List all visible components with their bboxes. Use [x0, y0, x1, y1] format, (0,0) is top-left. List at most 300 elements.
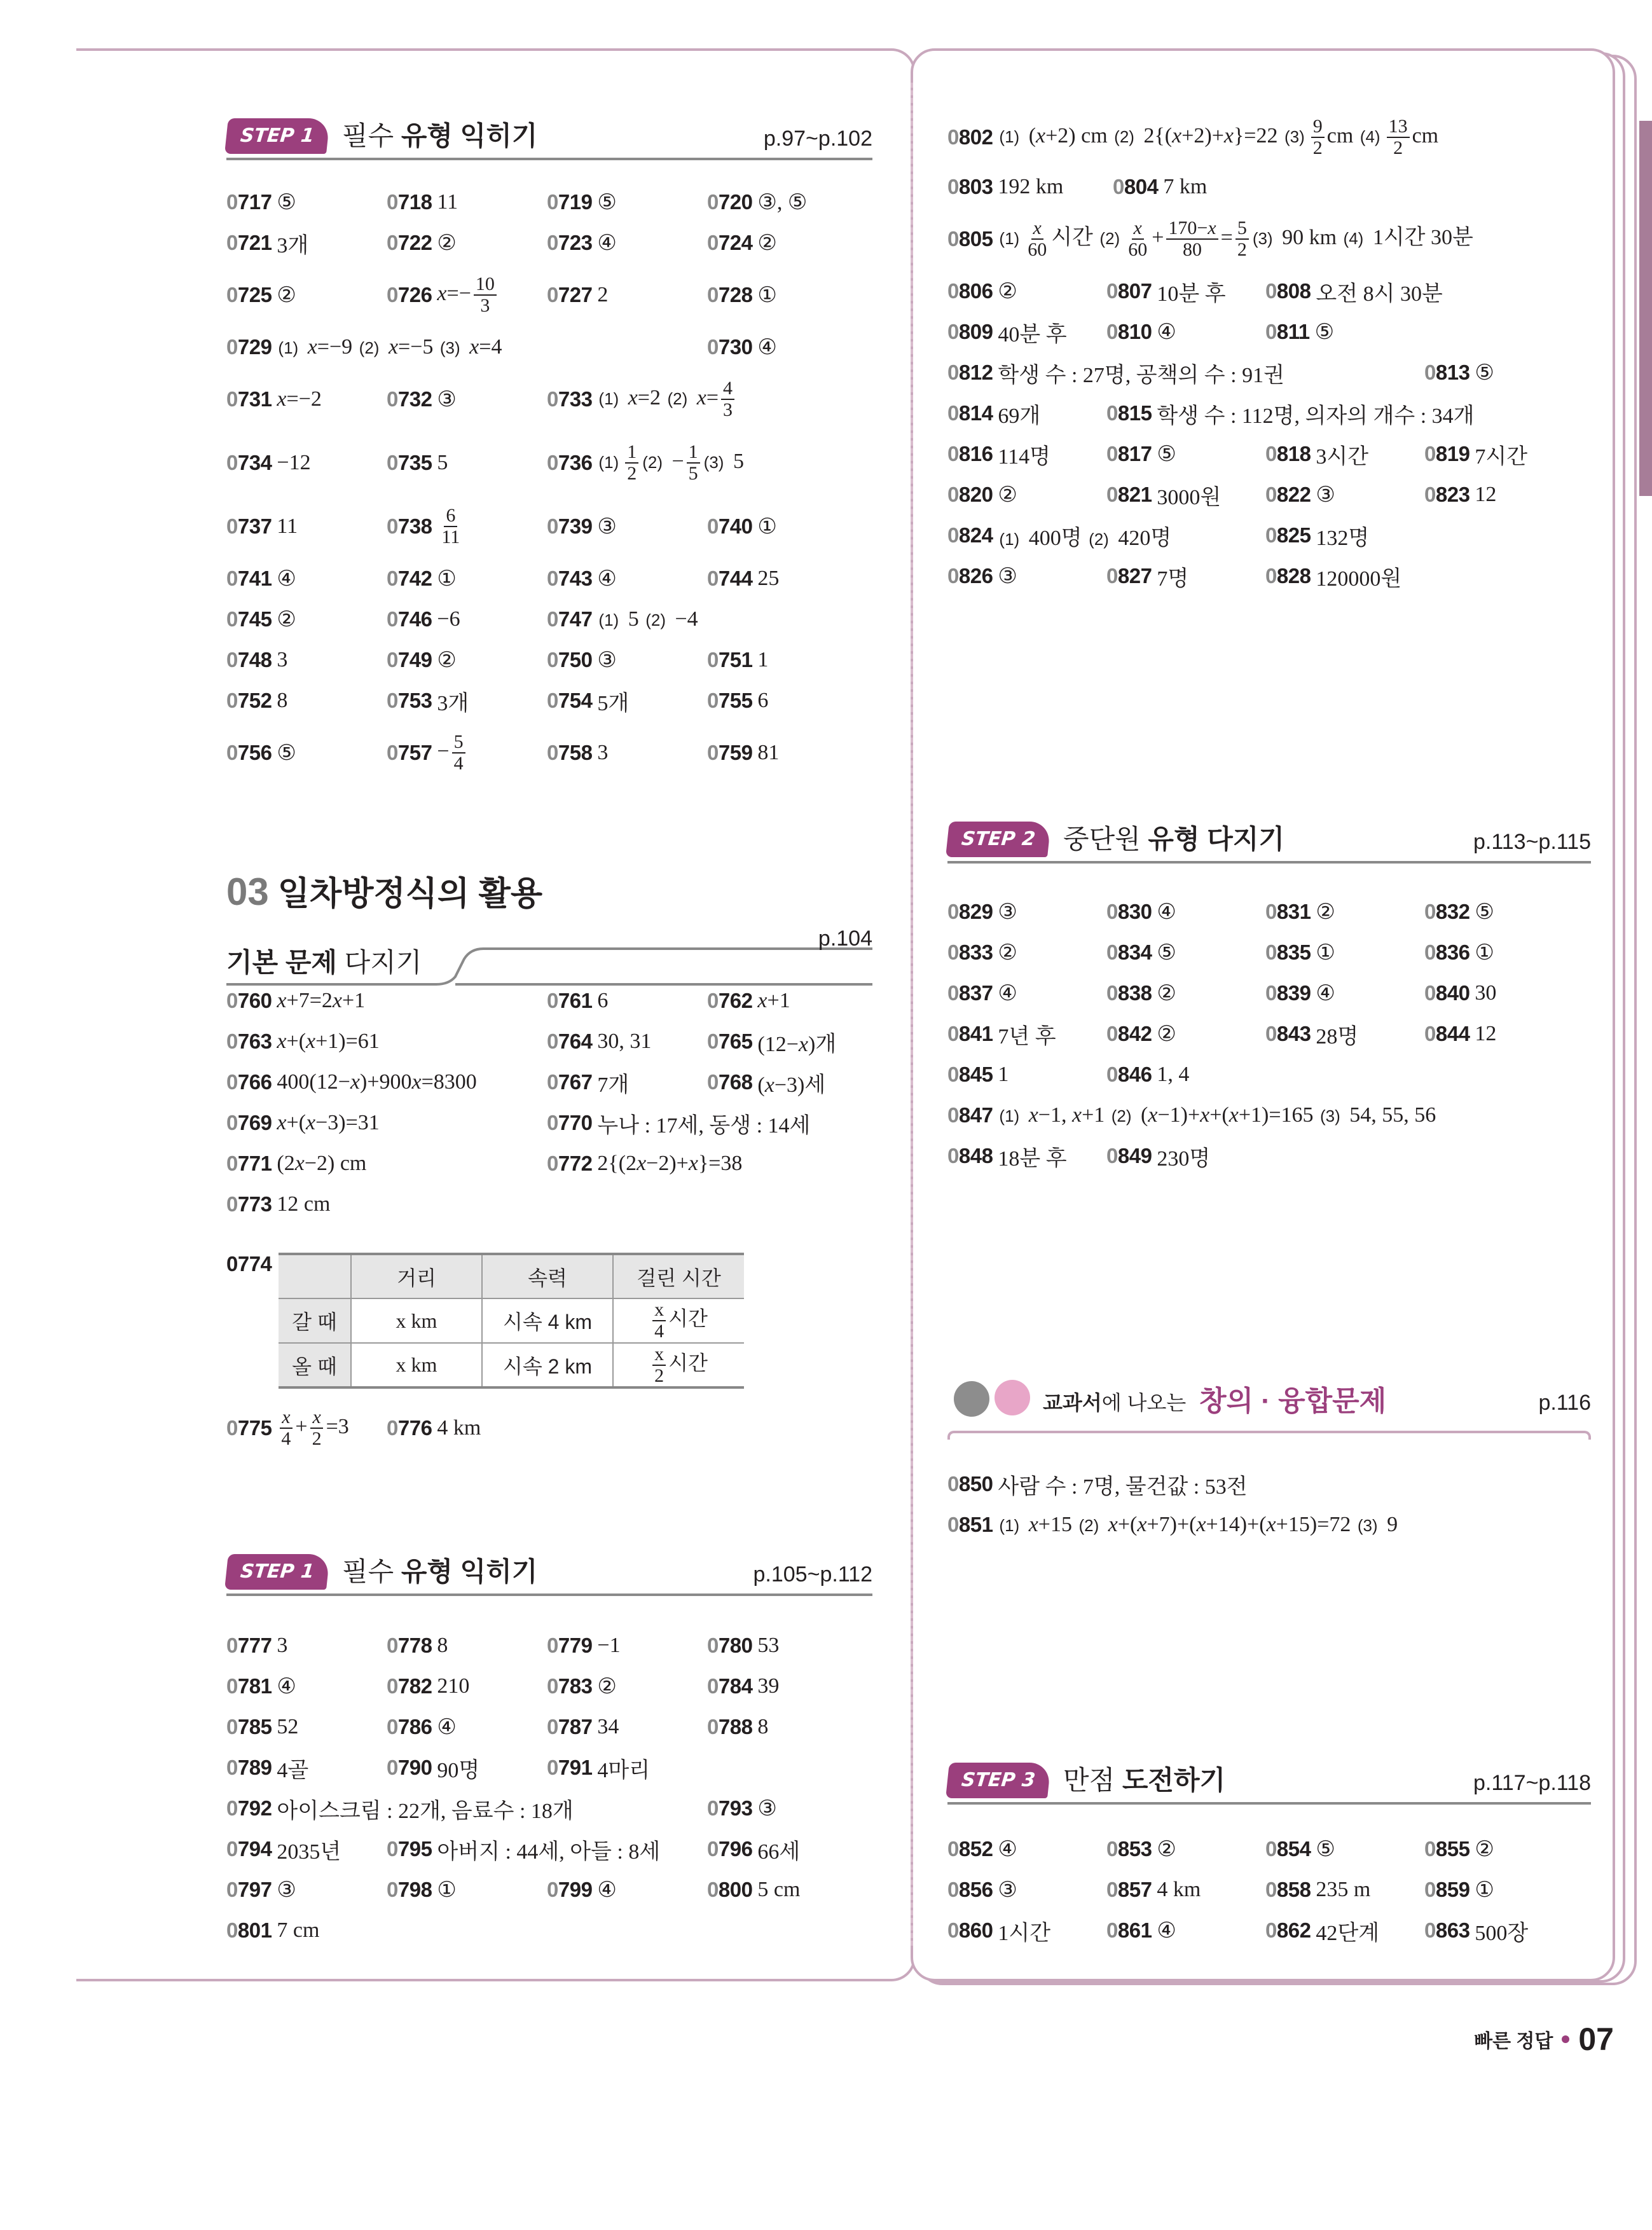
question-number: 0741	[226, 567, 272, 590]
answer-text: −12	[277, 451, 311, 474]
step1-header-bottom	[226, 1545, 872, 1596]
answer-text: 학생 수 : 27명, 공책의 수 : 91권	[998, 363, 1284, 387]
question-number: 0861	[1106, 1918, 1152, 1942]
answer-text: ④	[597, 231, 617, 255]
question-number: 0837	[947, 981, 993, 1005]
table-cell: x km	[351, 1298, 482, 1343]
answer-text: ②	[597, 1675, 617, 1698]
answer-0856	[947, 1872, 1017, 1908]
question-number: 0847	[947, 1103, 993, 1127]
question-number: 0735	[387, 451, 432, 474]
answer-0769	[226, 1105, 380, 1141]
answer-text: ⑤	[597, 191, 617, 214]
answer-0765	[707, 1024, 836, 1059]
question-number: 0767	[547, 1070, 593, 1094]
answer-0838	[1106, 975, 1176, 1011]
fraction: $\frac{1}{5}$	[687, 442, 700, 484]
question-number: 0725	[226, 283, 272, 306]
question-number: 0724	[707, 231, 753, 254]
answer-0818	[1265, 436, 1368, 472]
question-number: 0757	[387, 741, 432, 764]
answer-0740	[707, 509, 777, 544]
answer-text: 2	[597, 283, 609, 306]
answer-0816	[947, 436, 1050, 472]
answer-text: 28명	[1316, 1024, 1359, 1049]
answer-0721	[226, 225, 308, 261]
answer-0828	[1265, 558, 1401, 594]
answer-text: 230명	[1157, 1146, 1211, 1171]
answer-text: 학생 수 : 112명, 의자의 개수 : 34개	[1157, 404, 1475, 428]
section-pages: p.113~p.115	[1473, 830, 1591, 854]
question-number: 0829	[947, 900, 993, 923]
answer-0768	[707, 1064, 825, 1100]
answer-text: (2x−2) cm	[277, 1152, 367, 1175]
answer-0734	[226, 445, 311, 481]
answer-text: ④	[277, 567, 296, 591]
question-number: 0784	[707, 1674, 753, 1698]
answer-text: 3	[277, 648, 288, 671]
answer-text: 12	[1475, 483, 1497, 506]
table-header: 속력	[482, 1254, 613, 1298]
column-divider	[911, 83, 913, 1946]
answer-0752	[226, 683, 287, 719]
question-number: 0793	[707, 1796, 753, 1820]
question-number: 0863	[1424, 1918, 1470, 1942]
question-number: 0853	[1106, 1837, 1152, 1861]
answer-text: (1) x=2 (2) x= $\frac{4}{3}$	[597, 378, 737, 420]
fraction: $\frac{x}{60}$	[1028, 217, 1047, 260]
answer-0821	[1106, 477, 1221, 513]
section-pages: p.117~p.118	[1473, 1771, 1591, 1795]
answer-text: 132명	[1316, 526, 1370, 550]
answer-0742	[387, 561, 457, 596]
answer-0738	[387, 505, 464, 547]
answer-text: 210	[437, 1674, 470, 1698]
question-number: 0742	[387, 567, 432, 590]
question-number: 0852	[947, 1837, 993, 1861]
question-number: 0719	[547, 190, 593, 214]
chapter-title: 03 일차방정식의 활용	[226, 871, 543, 913]
answer-text: 3시간	[1316, 444, 1369, 469]
answer-0819	[1424, 436, 1527, 472]
creative-pages: p.116	[1538, 1391, 1591, 1415]
answer-text: 7 km	[1163, 175, 1208, 198]
fraction: $\frac{5}{2}$	[1236, 218, 1249, 260]
question-number: 0844	[1424, 1022, 1470, 1045]
answer-0795	[387, 1831, 660, 1867]
answer-0760	[226, 983, 365, 1019]
answer-text: 34	[597, 1715, 619, 1738]
question-number: 0785	[226, 1715, 272, 1738]
answer-text: 3000원	[1157, 485, 1222, 509]
section-title: 중단원 유형 다지기	[1063, 824, 1284, 854]
question-number: 0839	[1265, 981, 1311, 1005]
answer-0840	[1424, 975, 1496, 1011]
question-number: 0750	[547, 648, 593, 671]
question-number: 0824	[947, 523, 993, 547]
answer-text: 500장	[1475, 1921, 1529, 1945]
question-number: 0857	[1106, 1878, 1152, 1901]
question-number: 0738	[387, 514, 432, 538]
question-number: 0799	[547, 1878, 593, 1901]
question-number: 0814	[947, 401, 993, 425]
answer-0847	[947, 1098, 1436, 1133]
answer-0835	[1265, 935, 1335, 970]
answer-text: − $\frac{5}{4}$	[437, 732, 467, 774]
question-number: 0860	[947, 1918, 993, 1942]
answer-0777	[226, 1628, 287, 1663]
question-number: 0758	[547, 741, 593, 764]
answer-0836	[1424, 935, 1494, 970]
answer-text: 1	[998, 1063, 1009, 1086]
answer-text: ④	[998, 1838, 1017, 1861]
step1-header-top	[226, 109, 872, 160]
answer-0788	[707, 1709, 768, 1745]
question-number: 0806	[947, 279, 993, 303]
question-number: 0835	[1265, 940, 1311, 964]
answer-text: 6	[757, 689, 769, 712]
question-number: 0734	[226, 451, 272, 474]
answer-0737	[226, 509, 298, 544]
footer-label: 빠른 정답	[1474, 2031, 1553, 2052]
question-number: 0796	[707, 1837, 753, 1861]
answer-text: ⑤	[1316, 1838, 1335, 1861]
question-0774	[226, 1246, 277, 1282]
answer-text: 11	[277, 514, 298, 538]
question-number: 0723	[547, 231, 593, 254]
answer-text: ④	[998, 982, 1017, 1005]
answer-0759	[707, 735, 779, 771]
answer-text: 10분 후	[1157, 282, 1226, 306]
answer-0790	[387, 1750, 479, 1786]
answer-text: ①	[757, 284, 777, 307]
question-number: 0727	[547, 283, 593, 306]
answer-text: 7 cm	[277, 1918, 320, 1942]
answer-text: 8	[277, 689, 288, 712]
answer-text: 3	[277, 1634, 288, 1657]
answer-0720	[707, 184, 807, 220]
fraction: $\frac{10}{3}$	[474, 274, 497, 316]
answer-text: (12−x)개	[757, 1032, 837, 1056]
table-cell: 시속 4 km	[482, 1298, 613, 1343]
fraction: $\frac{1}{2}$	[625, 442, 638, 484]
answer-text: (1) x−1, x+1 (2) (x−1)+x+(x+1)=165 (3) 54, 55, 56	[999, 1103, 1436, 1127]
question-number: 0731	[226, 387, 272, 411]
question-number: 0755	[707, 689, 753, 712]
question-number: 0842	[1106, 1022, 1152, 1045]
answer-text: ②	[1157, 1022, 1176, 1046]
question-number: 0828	[1265, 564, 1311, 588]
answer-0803	[947, 169, 1063, 205]
answer-0845	[947, 1057, 1008, 1092]
answer-0862	[1265, 1913, 1379, 1948]
question-number: 0732	[387, 387, 432, 411]
question-number: 0771	[226, 1152, 272, 1175]
answer-text: 누나 : 17세, 동생 : 14세	[597, 1113, 811, 1138]
question-number: 0717	[226, 190, 272, 214]
answer-0809	[947, 314, 1067, 350]
question-number: 0728	[707, 283, 753, 306]
question-number: 0744	[707, 567, 753, 590]
answer-text: 53	[757, 1634, 780, 1657]
answer-text: x+(x+1)=61	[277, 1029, 380, 1053]
answer-text: 30	[1475, 981, 1497, 1005]
answer-text: 사람 수 : 7명, 물건값 : 53전	[998, 1475, 1248, 1499]
answer-0722	[387, 225, 457, 261]
fraction: $\frac{6}{11}$	[441, 505, 460, 547]
answer-text: ⑤	[1314, 320, 1335, 344]
answer-text: ④	[597, 1878, 617, 1902]
answer-0753	[387, 683, 469, 719]
fraction: $\frac{x}{60}$	[1128, 217, 1148, 260]
answer-0846	[1106, 1057, 1189, 1092]
answer-text: 7시간	[1475, 444, 1528, 469]
question-number: 0845	[947, 1063, 993, 1086]
answer-text: ③	[1316, 483, 1335, 507]
question-number: 0753	[387, 689, 432, 712]
question-number: 0748	[226, 648, 272, 671]
section-pages: p.105~p.112	[753, 1562, 872, 1586]
question-number: 0754	[547, 689, 593, 712]
question-number: 0855	[1424, 1837, 1470, 1861]
step-badge: STEP 1	[224, 118, 330, 154]
question-number: 0779	[547, 1634, 593, 1657]
fraction: $\frac{9}{2}$	[1311, 116, 1325, 158]
answer-0762	[707, 983, 790, 1019]
question-number: 0803	[947, 175, 993, 198]
answer-text: 39	[757, 1674, 780, 1698]
question-number: 0820	[947, 483, 993, 506]
answer-text: 18분 후	[998, 1146, 1067, 1171]
step-badge: STEP 3	[946, 1763, 1051, 1798]
question-number: 0736	[547, 451, 593, 474]
answer-text: ④	[1316, 982, 1335, 1005]
answer-0786	[387, 1709, 457, 1745]
answer-0813	[1424, 355, 1494, 390]
answer-text: 42단계	[1316, 1921, 1380, 1945]
answer-0771	[226, 1146, 366, 1181]
question-number: 0809	[947, 320, 993, 343]
answer-text: 4골	[277, 1758, 309, 1782]
table-header: 걸린 시간	[613, 1254, 744, 1298]
answer-0787	[547, 1709, 619, 1745]
question-number: 0851	[947, 1513, 993, 1536]
answer-text: −6	[437, 607, 460, 631]
answer-0776	[387, 1410, 481, 1446]
answer-text: ①	[1475, 1878, 1494, 1902]
answer-text: (1) $\frac{x}{60}$ 시간 (2) $\frac{x}{60}$ + $\frac{170-x}{80}$ = $\frac{5}{2}$ (3) 90 km (4) 1시간 30분	[999, 217, 1473, 260]
question-number: 0720	[707, 190, 753, 214]
answer-0801	[226, 1913, 319, 1948]
answer-0855	[1424, 1831, 1494, 1867]
answer-text: ③	[277, 1878, 296, 1902]
answer-0739	[547, 509, 617, 544]
answer-text: 7년 후	[998, 1024, 1056, 1049]
question-number: 0825	[1265, 523, 1311, 547]
creative-subtitle: 교과서에 나오는	[1043, 1391, 1187, 1414]
fraction: $\frac{170-x}{80}$	[1166, 218, 1218, 260]
answer-text: ③	[998, 1878, 1017, 1902]
question-number: 0766	[226, 1070, 272, 1094]
answer-0778	[387, 1628, 448, 1663]
answer-0832	[1424, 894, 1494, 930]
answer-text: ⑤	[1475, 900, 1494, 924]
answer-0745	[226, 602, 296, 637]
answer-text: ②	[1316, 900, 1335, 924]
answer-0743	[547, 561, 617, 596]
question-number: 0854	[1265, 1837, 1311, 1861]
question-number: 0818	[1265, 442, 1311, 465]
answer-text: 아이스크림 : 22개, 음료수 : 18개	[277, 1799, 574, 1823]
answer-0748	[226, 642, 287, 678]
question-number: 0848	[947, 1144, 993, 1167]
question-number: 0830	[1106, 900, 1152, 923]
answer-text: $\frac{x}{4}$ + $\frac{x}{2}$ =3	[277, 1407, 348, 1449]
answer-0802	[947, 116, 1439, 158]
question-number: 0726	[387, 283, 432, 306]
answer-0858	[1265, 1872, 1370, 1908]
section-title: 필수 유형 익히기	[342, 121, 538, 151]
answer-text: 69개	[998, 404, 1041, 428]
question-number: 0817	[1106, 442, 1152, 465]
answer-0749	[387, 642, 457, 678]
answer-0736	[547, 441, 744, 484]
answer-text: 1	[757, 648, 769, 671]
answer-text: 114명	[998, 444, 1051, 469]
answer-0779	[547, 1628, 621, 1663]
question-number: 0756	[226, 741, 272, 764]
cat-mascot-icon	[954, 1381, 989, 1417]
question-number: 0722	[387, 231, 432, 254]
question-number: 0763	[226, 1029, 272, 1053]
answer-0863	[1424, 1913, 1528, 1948]
question-number: 0807	[1106, 279, 1152, 303]
question-number: 0792	[226, 1796, 272, 1820]
answer-text: 11	[437, 190, 458, 214]
answer-text: ④	[1157, 320, 1176, 344]
answer-0730	[707, 329, 777, 365]
answer-text: ②	[757, 231, 777, 255]
answer-0793	[707, 1791, 777, 1826]
section-underline	[947, 861, 1591, 864]
answer-text: 2{(2x−2)+x}=38	[597, 1152, 743, 1175]
answer-text: 6	[597, 989, 609, 1012]
question-number: 0797	[226, 1878, 272, 1901]
answer-0799	[547, 1872, 617, 1908]
answer-text: (1) x+15 (2) x+(x+7)+(x+14)+(x+15)=72 (3) 9	[999, 1513, 1398, 1536]
basic-title: 기본 문제 다지기	[226, 947, 422, 977]
question-number: 0747	[547, 607, 593, 631]
answer-0823	[1424, 477, 1496, 513]
question-number: 0802	[947, 125, 993, 149]
answer-text: ②	[437, 649, 457, 672]
answer-text: ④	[277, 1675, 296, 1698]
table-cell: 시속 2 km	[482, 1343, 613, 1387]
answer-text: 8	[437, 1634, 448, 1657]
answer-0860	[947, 1913, 1050, 1948]
answer-0841	[947, 1016, 1056, 1052]
answer-text: ②	[998, 280, 1017, 303]
answer-0783	[547, 1669, 617, 1704]
table-header: 거리	[351, 1254, 482, 1298]
answer-text: 4마리	[597, 1758, 650, 1782]
answer-0826	[947, 558, 1017, 594]
answer-0822	[1265, 477, 1335, 513]
question-number: 0810	[1106, 320, 1152, 343]
answer-0789	[226, 1750, 308, 1786]
answer-0785	[226, 1709, 298, 1745]
answer-text: ③	[998, 565, 1017, 588]
answer-text: ①	[1475, 941, 1494, 965]
answer-0800	[707, 1872, 800, 1908]
question-number: 0781	[226, 1674, 272, 1698]
answer-0766	[226, 1064, 477, 1100]
answer-0758	[547, 735, 608, 771]
question-number: 0780	[707, 1634, 753, 1657]
page-number: 07	[1578, 2021, 1614, 2057]
answer-0850	[947, 1466, 1248, 1502]
answer-text: x+(x−3)=31	[277, 1111, 380, 1134]
question-number: 0788	[707, 1715, 753, 1738]
question-number: 0812	[947, 361, 993, 384]
question-number: 0729	[226, 335, 272, 359]
question-number: 0850	[947, 1472, 993, 1496]
answer-0775	[226, 1407, 349, 1449]
answer-0731	[226, 382, 322, 417]
answer-text: 400(12−x)+900x=8300	[277, 1070, 477, 1094]
question-number: 0808	[1265, 279, 1311, 303]
question-number: 0776	[387, 1416, 432, 1440]
creative-bar	[947, 1431, 1591, 1440]
table-cell: $\frac{x}{2}$ 시간	[613, 1343, 744, 1387]
answer-0764	[547, 1024, 651, 1059]
basic-pages: p.104	[818, 926, 872, 951]
question-number: 0790	[387, 1756, 432, 1779]
answer-0842	[1106, 1016, 1176, 1052]
question-number: 0846	[1106, 1063, 1152, 1086]
question-number: 0838	[1106, 981, 1152, 1005]
question-number: 0827	[1106, 564, 1152, 588]
question-number: 0739	[547, 514, 593, 538]
answer-text: 5	[437, 451, 448, 474]
answer-text: (1) $\frac{1}{2}$ (2) − $\frac{1}{5}$ (3) 5	[598, 441, 744, 484]
question-number: 0730	[707, 335, 753, 359]
answer-0859	[1424, 1872, 1494, 1908]
answer-0815	[1106, 396, 1475, 431]
answer-text: 25	[757, 567, 780, 590]
answer-0848	[947, 1138, 1067, 1174]
answer-text: ④	[757, 336, 777, 359]
answer-text: 81	[757, 741, 780, 764]
answer-text: 2035년	[277, 1840, 341, 1864]
answer-text: −1	[597, 1634, 621, 1657]
question-number: 0764	[547, 1029, 593, 1053]
answer-text: 120000원	[1316, 567, 1402, 591]
answer-0741	[226, 561, 296, 596]
step2-header	[947, 813, 1591, 864]
question-number: 0801	[226, 1918, 272, 1942]
answer-text: 4 km	[1157, 1878, 1201, 1901]
answer-text: 52	[277, 1715, 299, 1738]
answer-0807	[1106, 273, 1226, 309]
basic-header	[226, 926, 872, 984]
step-badge: STEP 2	[946, 822, 1051, 857]
question-number: 0816	[947, 442, 993, 465]
answer-text: ③, ⑤	[757, 191, 808, 214]
question-number: 0746	[387, 607, 432, 631]
answer-0837	[947, 975, 1017, 1011]
answer-text: 8	[757, 1715, 769, 1738]
